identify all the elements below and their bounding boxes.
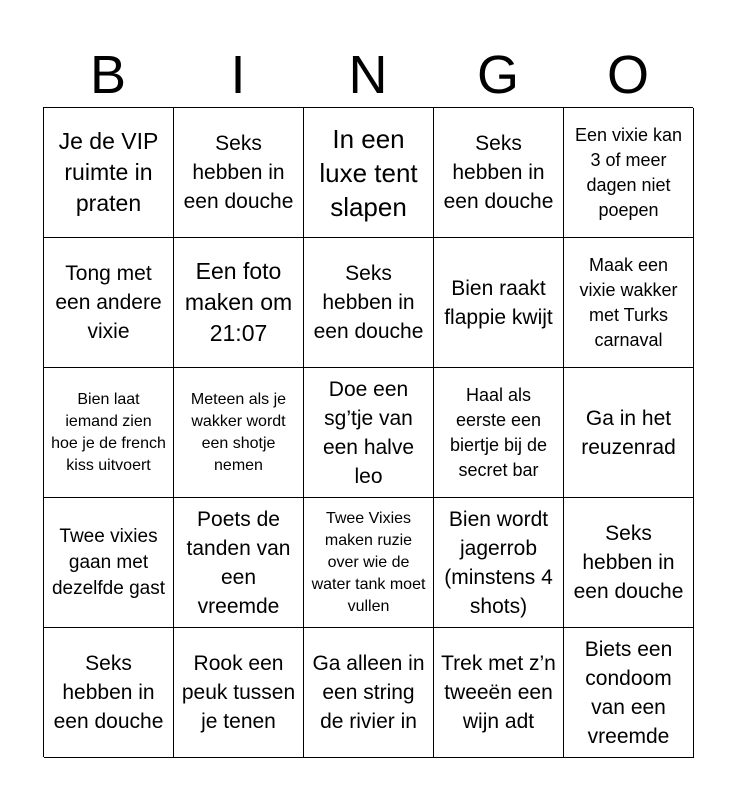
bingo-cell[interactable] [434,498,564,628]
bingo-cell[interactable] [304,108,434,238]
bingo-cell[interactable] [304,628,434,758]
header-letter-i: I [230,45,246,105]
bingo-cell[interactable] [434,628,564,758]
cell-text: Biets een condoom van een vreemde [584,637,673,748]
bingo-cell[interactable] [564,368,694,498]
cell-text: Doe een sg’tje van een halve leo [322,377,415,488]
bingo-cell[interactable] [304,368,434,498]
bingo-cell[interactable] [174,368,304,498]
cell-text: Twee vixies gaan met dezelfde gast [51,525,166,599]
cell-text: Seks hebben in een douche [573,522,684,603]
cell-text: Haal als eerste een biertje bij de secret bar [449,384,548,480]
bingo-cell[interactable] [174,238,304,368]
cell-text: Ga in het reuzenrad [581,406,676,459]
header-letter-b: B [89,45,127,105]
cell-text: Een vixie kan 3 of meer dagen niet poepen [574,124,683,220]
bingo-cell[interactable] [434,238,564,368]
cell-text: Bien raakt flappie kwijt [444,276,553,329]
bingo-cell[interactable] [44,108,174,238]
header-letter-o: O [606,45,649,105]
bingo-cell[interactable] [434,368,564,498]
cell-text: Seks hebben in een douche [443,132,554,213]
cell-text: Seks hebben in een douche [53,652,164,733]
bingo-cell[interactable] [564,498,694,628]
cell-text: Seks hebben in een douche [183,132,294,213]
bingo-cell[interactable] [44,628,174,758]
cell-text: Bien wordt jagerrob (minstens 4 shots) [444,507,553,618]
bingo-cell[interactable] [174,628,304,758]
cell-text: Tong met een andere vixie [55,262,162,343]
header-letter-g: G [476,45,519,105]
header-letter-n: N [348,45,388,105]
bingo-cell[interactable] [304,498,434,628]
cell-text: Bien laat iemand zien hoe je de french kiss uitvoert [51,390,166,474]
cell-text: In een luxe tent slapen [319,123,418,222]
bingo-header [43,44,693,106]
bingo-cell[interactable] [564,238,694,368]
bingo-cell[interactable] [564,628,694,758]
bingo-cell[interactable] [174,498,304,628]
cell-text: Poets de tanden van een vreemde [186,507,291,618]
cell-text: Rook een peuk tussen je tenen [181,652,296,733]
cell-text: Trek met z’n tweeën een wijn adt [441,652,556,733]
bingo-cell[interactable] [434,108,564,238]
cell-text: Meteen als je wakker wordt een shotje nemen [190,390,287,474]
cell-text: Ga alleen in een string de rivier in [312,652,425,733]
cell-text: Twee Vixies maken ruzie over wie de water tank moet vullen [311,509,426,615]
cell-text: Maak een vixie wakker met Turks carnaval [579,254,678,350]
bingo-cell[interactable] [564,108,694,238]
bingo-cell[interactable] [174,108,304,238]
cell-text: Je de VIP ruimte in praten [58,128,159,216]
cell-text: Seks hebben in een douche [313,262,424,343]
bingo-cell[interactable] [44,498,174,628]
bingo-cell[interactable] [304,238,434,368]
bingo-board [43,107,693,757]
cell-text: Een foto maken om 21:07 [184,258,293,346]
bingo-cell[interactable] [44,368,174,498]
bingo-cell[interactable] [44,238,174,368]
